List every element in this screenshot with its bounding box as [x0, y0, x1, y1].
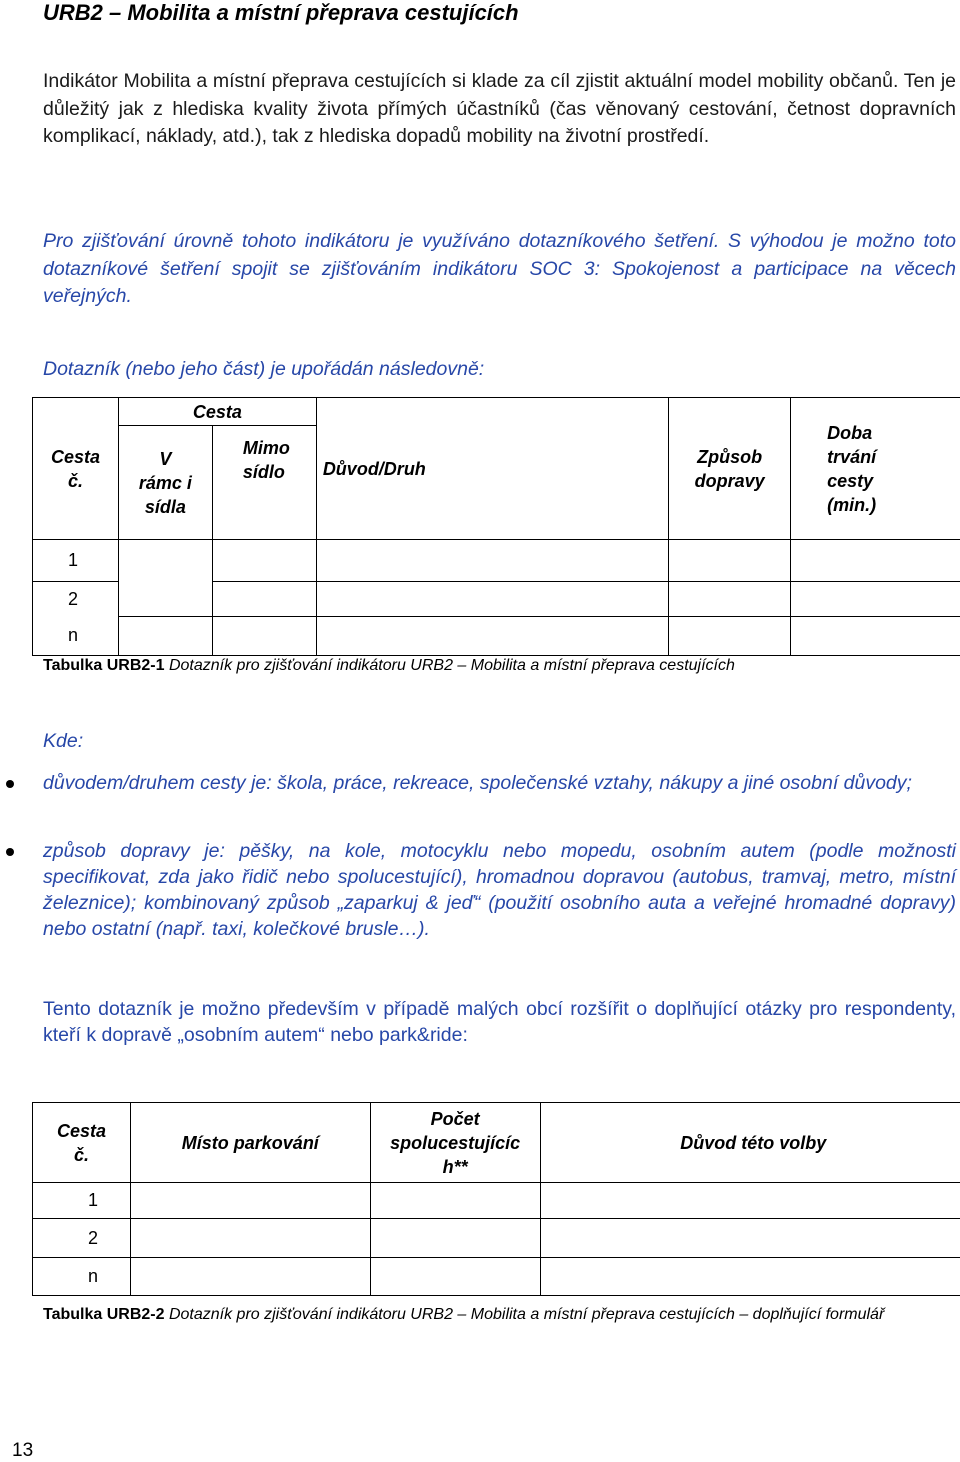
table-1-caption	[43, 657, 735, 675]
table-2-caption-label: Tabulka URB2-2	[43, 1306, 165, 1323]
extension-paragraph: Tento dotazník je možno především v případě malých obcí rozšířit o doplňující otázky pro respondenty, kteří k dopravě „osobním autem“ nebo park&ride:	[43, 998, 956, 1046]
kde-label: Kde:	[43, 730, 84, 752]
t2-header-pocet	[370, 1103, 540, 1183]
table-row-1-label: 1	[33, 540, 119, 582]
header-mimo-label: Mimo sídlo	[242, 438, 290, 482]
header-cesta-c-label: Cesta č.	[50, 446, 100, 491]
bullet-dot-icon	[6, 780, 14, 788]
header-zpusob	[669, 398, 791, 540]
t2-header-cesta-c-label: Cesta č.	[56, 1120, 106, 1165]
survey-table-2	[32, 1102, 960, 1296]
table-1-caption-text: Dotazník pro zjišťování indikátoru URB2 – Mobilita a místní přeprava cestujících	[164, 657, 735, 674]
survey-table-1	[32, 397, 960, 656]
intro-paragraph: Indikátor Mobilita a místní přeprava cestujících si klade za cíl zjistit aktuální model mobility občanů. Ten je důležitý jak z hlediska kvality života přímých účastníků (čas věnovaný cestování, četnost dopravních komplikací, náklady, atd.), tak z hlediska dopadů mobility na životní prostředí.	[43, 70, 956, 147]
page-title: URB2 – Mobilita a místní přeprava cestujících	[43, 0, 519, 25]
survey-structure-paragraph: Dotazník (nebo jeho část) je upořádán následovně:	[43, 358, 485, 380]
header-duvod: Důvod/Druh	[316, 398, 668, 540]
t2-header-cesta-c	[33, 1103, 131, 1183]
header-cesta-c	[33, 398, 119, 540]
bullet-dot-icon	[6, 848, 14, 856]
bullet-item-1-text: důvodem/druhem cesty je: škola, práce, rekreace, společenské vztahy, nákupy a jiné osobní důvody;	[43, 772, 912, 794]
header-cesta: Cesta	[118, 398, 316, 426]
survey-paragraph: Pro zjišťování úrovně tohoto indikátoru je využíváno dotazníkového šetření. S výhodou je možno toto dotazníkové šetření spojit se zjišťováním indikátoru SOC 3: Spokojenost a participace na věcech veřejných.	[43, 230, 956, 307]
header-v-ramci	[118, 426, 212, 540]
t2-header-duvod: Důvod této volby	[540, 1103, 960, 1183]
page-number: 13	[12, 1440, 34, 1461]
table-2-caption-text: Dotazník pro zjišťování indikátoru URB2 – Mobilita a místní přeprava cestujících – doplňující formulář	[164, 1306, 885, 1323]
t2-row-2-label: 2	[33, 1219, 131, 1258]
table-1-caption-label: Tabulka URB2-1	[43, 657, 165, 674]
header-mimo	[212, 426, 316, 540]
header-doba-label: Doba trvání cesty (min.)	[827, 422, 877, 515]
t2-header-pocet-label: Počet spolucestujícíc h**	[390, 1108, 521, 1177]
table-row-2-label: 2	[33, 582, 119, 617]
header-v-ramci-label: V rámc i sídla	[138, 448, 192, 517]
table-row-n-label: n	[33, 617, 119, 656]
t2-row-1-label: 1	[33, 1183, 131, 1219]
table-2-caption	[43, 1304, 960, 1326]
t2-row-n-label: n	[33, 1258, 131, 1296]
header-zpusob-label: Způsob dopravy	[694, 446, 765, 491]
t2-header-misto: Místo parkování	[130, 1103, 370, 1183]
table-row-1-cell	[118, 540, 212, 582]
header-doba	[791, 398, 960, 540]
bullet-item-2-text: způsob dopravy je: pěšky, na kole, motocyklu nebo mopedu, osobním autem (podle možnosti specifikovat, zda jako řidič nebo spolucestující), hromadnou dopravou (autobus, tramvaj, metro, místní železnice); kombinovaný způsob „zaparkuj & jeď“ (použití osobního auta a veřejné hromadné dopravy) nebo ostatní (např. taxi, kolečkové brusle…).	[43, 840, 956, 940]
